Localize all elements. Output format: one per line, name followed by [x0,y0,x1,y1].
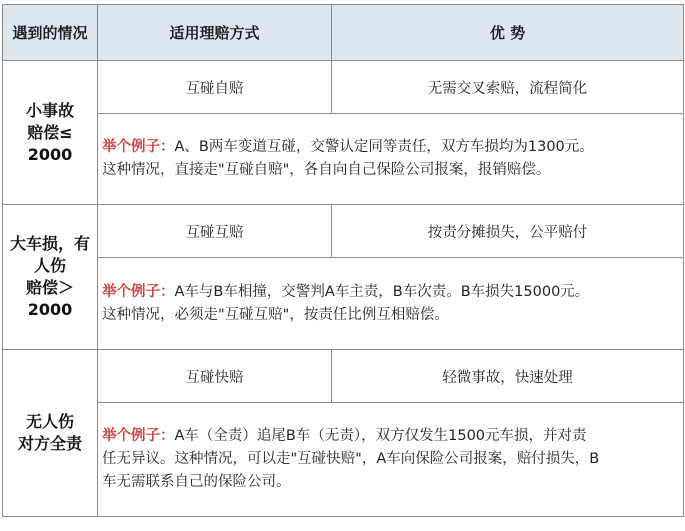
example-row [3,403,684,517]
header-advantage: 优 势 [332,5,684,61]
example-text: A车（全责）追尾B车（无责），双方仅发生1500元车损，并对责 [174,428,587,444]
example-row [3,114,684,205]
case-line: 赔偿＞ [25,278,74,297]
method-cell: 互碰互赔 [98,205,332,258]
header-row [3,5,684,61]
example-text: 这种情况，必须走"互碰互赔"，按责任比例互相赔偿。 [102,306,449,323]
case-cell [3,350,98,517]
advantage-cell: 无需交叉索赔，流程简化 [332,61,684,114]
method-cell: 互碰快赔 [98,350,332,403]
example-text: A、B两车变道互碰，交警认定同等责任，双方车损均为1300元。 [174,139,594,155]
advantage-cell: 按责分摊损失，公平赔付 [332,205,684,258]
claims-table [2,4,684,517]
case-line: 人伤 [33,256,66,275]
header-method: 适用理赔方式 [98,5,332,61]
example-cell [98,114,684,205]
case-line: 无人伤 [25,412,74,431]
example-text: 这种情况，直接走"互碰自赔"，各自向自己保险公司报案，报销赔偿。 [102,162,551,178]
method-cell: 互碰自赔 [98,61,332,114]
case-line: 2000 [27,144,73,164]
example-label: 举个例子： [102,139,175,155]
case-cell [3,205,98,350]
case-line: 对方全责 [17,434,82,453]
case-line: 小事故 [25,100,74,120]
example-cell [98,403,684,517]
example-label: 举个例子： [102,428,175,444]
example-row [3,258,684,350]
advantage-cell: 轻微事故，快速处理 [332,350,684,403]
case-line: 大车损，有 [9,234,90,253]
example-text: 任无异议。这种情况，可以走"互碰快赔"，A车向保险公司报案，赔付损失，B [102,451,600,467]
example-text: 车无需联系自己的保险公司。 [102,474,291,490]
example-text: A车与B车相撞，交警判A车主责，B车次责。B车损失15000元。 [174,283,590,300]
example-cell [98,258,684,350]
case-line: 2000 [27,300,73,319]
header-situation: 遇到的情况 [3,5,98,61]
table-row [3,205,684,258]
case-cell [3,61,98,205]
example-label: 举个例子： [102,283,175,300]
table-row [3,61,684,114]
case-line: 赔偿≤ [27,122,73,142]
table-row [3,350,684,403]
